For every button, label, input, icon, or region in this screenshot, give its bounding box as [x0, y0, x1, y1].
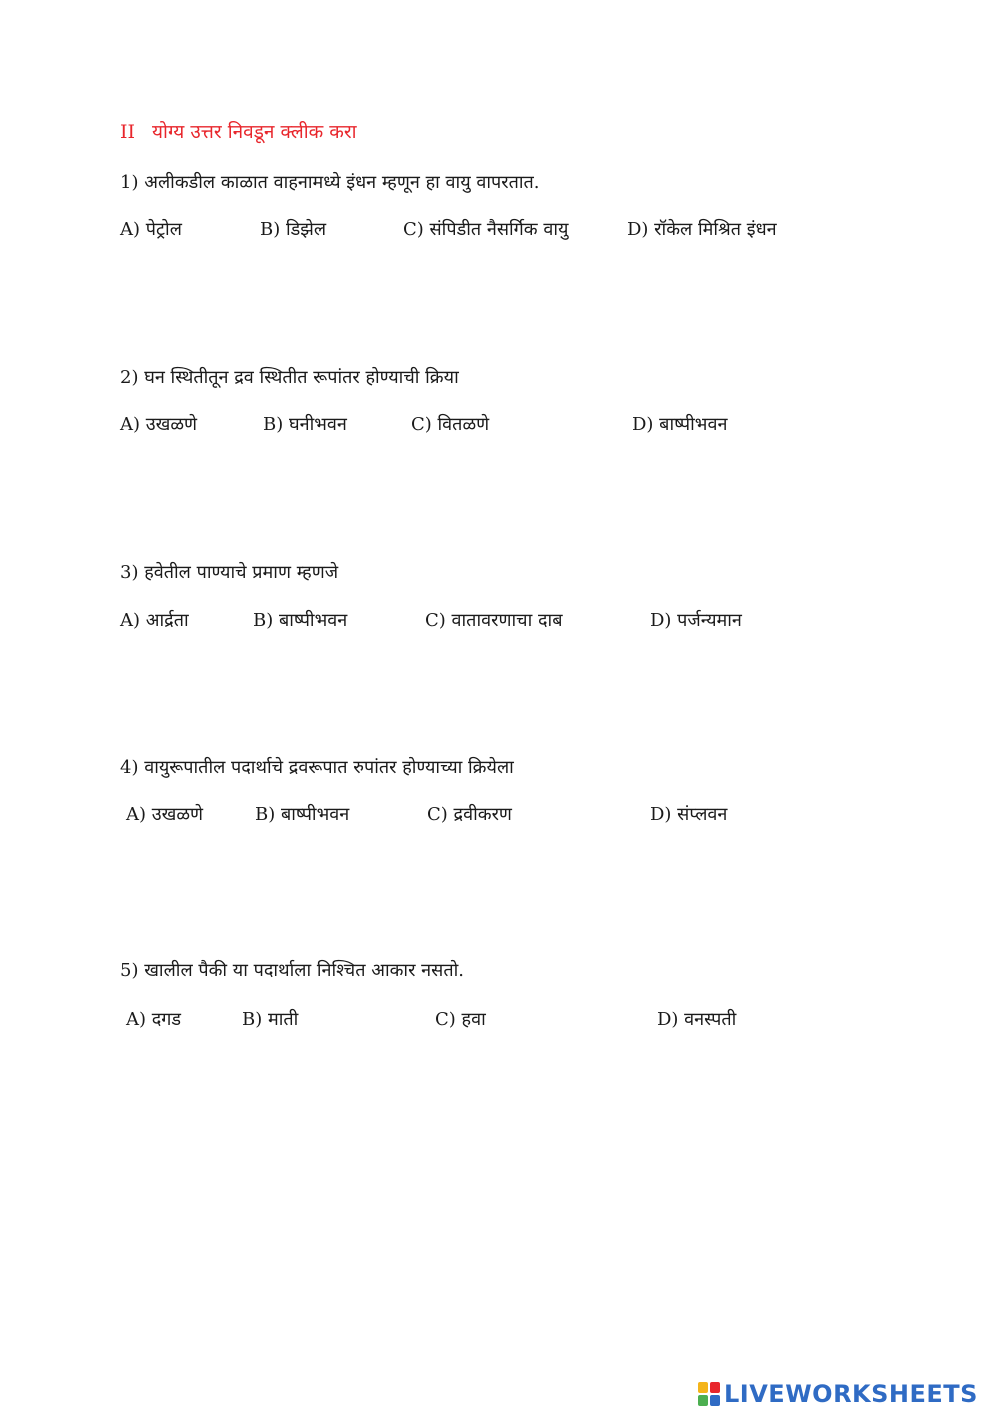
q4-option-d[interactable]: D) संप्लवन: [650, 804, 728, 825]
q3-option-a[interactable]: A) आर्द्रता: [120, 610, 189, 631]
q4-option-c[interactable]: C) द्रवीकरण: [427, 804, 512, 825]
q5-option-b[interactable]: B) माती: [242, 1009, 299, 1030]
q2-option-a[interactable]: A) उखळणे: [120, 414, 198, 435]
q2-option-c[interactable]: C) वितळणे: [411, 414, 490, 435]
section-number: II: [120, 121, 136, 143]
section-heading: [120, 118, 357, 144]
q2-option-b[interactable]: B) घनीभवन: [263, 414, 347, 435]
q3-option-c[interactable]: C) वातावरणाचा दाब: [425, 610, 563, 631]
q5-option-a[interactable]: A) दगड: [126, 1009, 182, 1030]
question-1: 1) अलीकडील काळात वाहनामध्ये इंधन म्हणून हा वायु वापरतात.: [120, 172, 540, 193]
section-title: योग्य उत्तर निवडून क्लीक करा: [152, 121, 357, 143]
question-3: 3) हवेतील पाण्याचे प्रमाण म्हणजे: [120, 562, 339, 583]
question-4: 4) वायुरूपातील पदार्थाचे द्रवरूपात रुपांतर होण्याच्या क्रियेला: [120, 757, 514, 778]
liveworksheets-logo-icon: [698, 1382, 720, 1406]
q5-option-d[interactable]: D) वनस्पती: [657, 1009, 737, 1030]
q3-option-b[interactable]: B) बाष्पीभवन: [253, 610, 348, 631]
q1-option-c[interactable]: C) संपिडीत नैसर्गिक वायु: [403, 219, 569, 240]
q2-option-d[interactable]: D) बाष्पीभवन: [632, 414, 728, 435]
q4-option-a[interactable]: A) उखळणे: [126, 804, 204, 825]
question-2: 2) घन स्थितीतून द्रव स्थितीत रूपांतर होण्याची क्रिया: [120, 367, 459, 388]
question-5: 5) खालील पैकी या पदार्थाला निश्चित आकार नसतो.: [120, 960, 464, 981]
brand-name: LIVEWORKSHEETS: [724, 1380, 978, 1408]
q5-option-c[interactable]: C) हवा: [435, 1009, 486, 1030]
q3-option-d[interactable]: D) पर्जन्यमान: [650, 610, 742, 631]
q1-option-a[interactable]: A) पेट्रोल: [120, 219, 182, 240]
liveworksheets-branding: [698, 1377, 978, 1411]
q1-option-b[interactable]: B) डिझेल: [260, 219, 327, 240]
q1-option-d[interactable]: D) रॉकेल मिश्रित इंधन: [627, 219, 777, 240]
q4-option-b[interactable]: B) बाष्पीभवन: [255, 804, 350, 825]
